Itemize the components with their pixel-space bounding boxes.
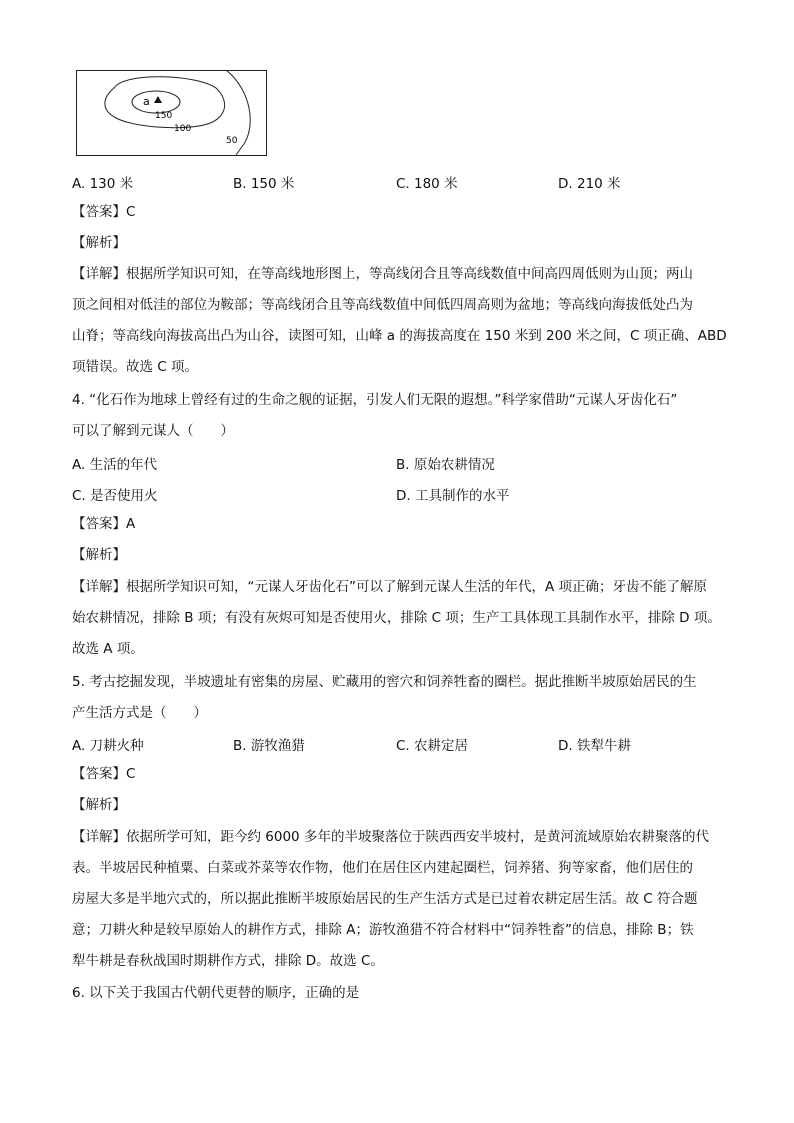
q4-option-d: D. 工具制作的水平: [396, 488, 510, 504]
q5-detail-line: 表。半坡居民种植粟、白菜或芥菜等农作物，他们在居住区内建起圈栏，饲养猪、狗等家畜，他们居住的: [72, 860, 693, 876]
q4-detail-line: 【详解】根据所学知识可知，“元谋人牙齿化石”可以了解到元谋人生活的年代，A 项正确；牙齿不能了解原: [72, 579, 708, 595]
q4-answer: 【答案】A: [72, 516, 136, 532]
q5-answer: 【答案】C: [72, 766, 136, 782]
contour-map-figure: [76, 70, 267, 156]
q4-option-b: B. 原始农耕情况: [396, 457, 495, 473]
q5-stem-line: 产生活方式是（ ）: [72, 705, 207, 721]
q5-stem-line: 5. 考古挖掘发现，半坡遗址有密集的房屋、贮藏用的窖穴和饲养牲畜的圈栏。据此推断半坡原始居民的生: [72, 674, 697, 690]
q5-option-c: C. 农耕定居: [396, 738, 469, 754]
q4-detail-line: 始农耕情况，排除 B 项；有没有灰烬可知是否使用火，排除 C 项；生产工具体现工具制作水平，排除 D 项。: [72, 610, 721, 626]
q3-option-b: B. 150 米: [233, 176, 295, 192]
q4-detail-line: 故选 A 项。: [72, 641, 144, 657]
q4-option-c: C. 是否使用火: [72, 488, 158, 504]
contour-label-100: 100: [174, 124, 192, 134]
q4-stem-line: 可以了解到元谋人（ ）: [72, 423, 234, 439]
q3-option-a: A. 130 米: [72, 176, 134, 192]
q3-option-d: D. 210 米: [558, 176, 621, 192]
q5-option-a: A. 刀耕火种: [72, 738, 144, 754]
q3-detail-line: 项错误。故选 C 项。: [72, 359, 199, 375]
q5-option-d: D. 铁犁牛耕: [558, 738, 631, 754]
q5-option-b: B. 游牧渔猎: [233, 738, 305, 754]
q4-option-a: A. 生活的年代: [72, 457, 158, 473]
q3-detail-line: 【详解】根据所学知识可知，在等高线地形图上，等高线闭合且等高线数值中间高四周低则为山顶；两山: [72, 266, 693, 282]
q5-detail-line: 犁牛耕是春秋战国时期耕作方式，排除 D。故选 C。: [72, 953, 384, 969]
peak-label: a: [143, 95, 150, 108]
q5-analysis-heading: 【解析】: [72, 797, 126, 813]
q3-analysis-heading: 【解析】: [72, 235, 126, 251]
q3-answer: 【答案】C: [72, 204, 136, 220]
q5-detail-line: 意；刀耕火种是较早原始人的耕作方式，排除 A；游牧渔猎不符合材料中“饲养牲畜”的信息，排除 B；铁: [72, 922, 694, 938]
q4-stem-line: 4. “化石作为地球上曾经有过的生命之舰的证据，引发人们无限的遐想。”科学家借助“元谋人牙齿化石”: [72, 392, 678, 408]
contour-label-150: 150: [155, 111, 173, 121]
q3-detail-line: 山脊；等高线向海拔高出凸为山谷，读图可知，山峰 a 的海拔高度在 150 米到 200 米之间，C 项正确、ABD: [72, 328, 727, 344]
q5-detail-line: 【详解】依据所学可知，距今约 6000 多年的半坡聚落位于陕西西安半坡村，是黄河流域原始农耕聚落的代: [72, 829, 709, 845]
q4-analysis-heading: 【解析】: [72, 547, 126, 563]
q5-detail-line: 房屋大多是半地穴式的，所以据此推断半坡原始居民的生产生活方式是已过着农耕定居生活。故 C 符合题: [72, 891, 698, 907]
q3-option-c: C. 180 米: [396, 176, 458, 192]
q3-detail-line: 顶之间相对低洼的部位为鞍部；等高线闭合且等高线数值中间低四周高则为盆地；等高线向海拔低处凸为: [72, 297, 693, 313]
q6-stem: 6. 以下关于我国古代朝代更替的顺序，正确的是: [72, 985, 360, 1001]
contour-label-50: 50: [226, 136, 238, 146]
